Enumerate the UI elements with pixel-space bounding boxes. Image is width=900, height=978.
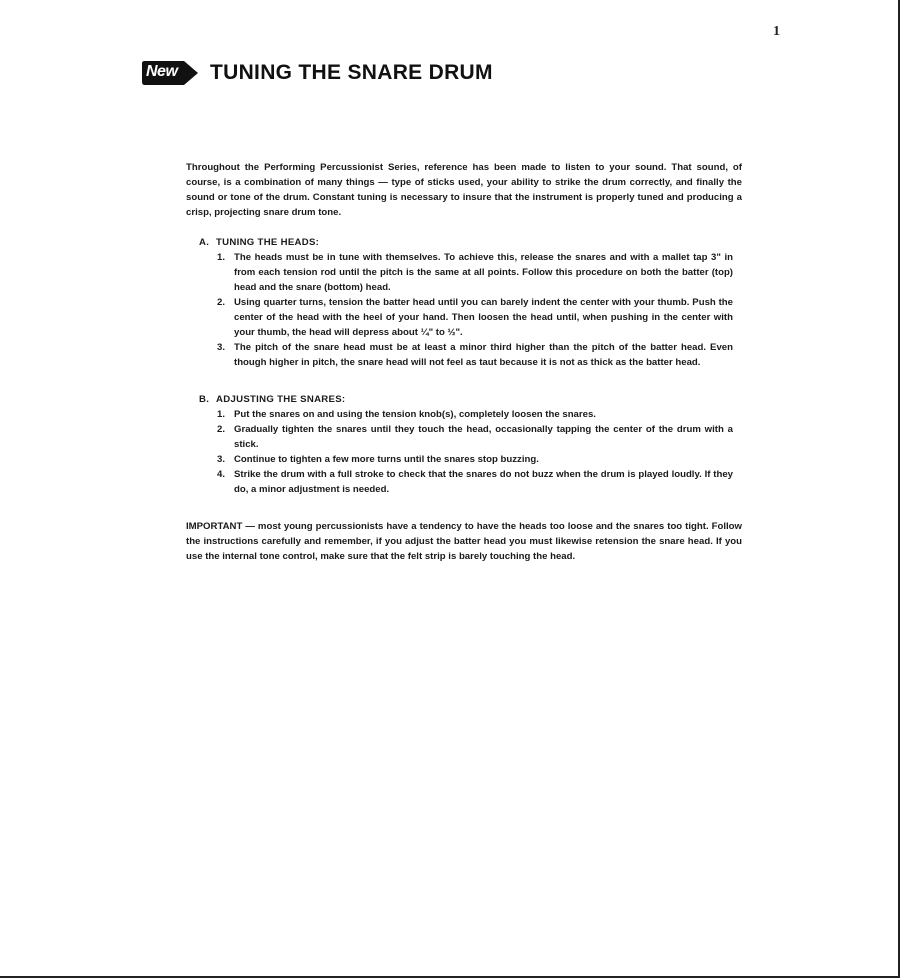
page-title: TUNING THE SNARE DRUM [210, 61, 493, 84]
section-heading [199, 392, 733, 407]
step-text: Gradually tighten the snares until they touch the head, occasionally tapping the center of the drum with a stick. [234, 424, 733, 450]
step-text: Using quarter turns, tension the batter head until you can barely indent the center with your thumb. Push the center of the head with the heel of your hand. Then loosen the head until, when pushing in the center with your thumb, the head will depress about ¼" to ½". [234, 297, 733, 338]
list-item [217, 422, 733, 452]
step-text: The heads must be in tune with themselves. To achieve this, release the snares and with a mallet tap 3" in from each tension rod until the pitch is the same at all points. Follow this procedure on both the batter (top) head and the snare (bottom) head. [234, 252, 733, 293]
step-number: 1. [217, 409, 226, 420]
step-number: 3. [217, 342, 226, 353]
section-title: TUNING THE HEADS: [216, 237, 320, 248]
step-text: Put the snares on and using the tension knob(s), completely loosen the snares. [234, 409, 596, 420]
important-note: IMPORTANT — most young percussionists have a tendency to have the heads too loose and the snares too tight. Follow the instructions carefully and remember, if you adjust the batter head you must likewise retension the snare head. If you use the internal tone control, make sure that the felt strip is barely touching the head. [186, 521, 742, 562]
new-badge [140, 60, 200, 86]
list-item [217, 250, 733, 295]
steps-list [199, 407, 733, 497]
step-number: 1. [217, 252, 226, 263]
list-item [217, 295, 733, 340]
step-text: The pitch of the snare head must be at least a minor third higher than the pitch of the batter head. Even though higher in pitch, the snare head will not feel as taut because it is not as thick as the batter head. [234, 342, 733, 368]
step-text: Strike the drum with a full stroke to check that the snares do not buzz when the drum is played loudly. If they do, a minor adjustment is needed. [234, 469, 733, 495]
step-number: 2. [217, 424, 226, 435]
section-heading [199, 235, 733, 250]
section-letter: A. [199, 237, 210, 248]
title-row [140, 60, 493, 86]
step-number: 3. [217, 454, 226, 465]
section-title: ADJUSTING THE SNARES: [216, 394, 346, 405]
list-item [217, 340, 733, 370]
list-item [217, 467, 733, 497]
section-adjusting-snares [199, 392, 733, 497]
page-number: 1 [773, 24, 780, 39]
new-badge-label: New [146, 63, 178, 80]
list-item [217, 407, 733, 422]
step-text: Continue to tighten a few more turns until the snares stop buzzing. [234, 454, 539, 465]
steps-list [199, 250, 733, 370]
list-item [217, 452, 733, 467]
intro-paragraph: Throughout the Performing Percussionist Series, reference has been made to listen to your sound. That sound, of course, is a combination of many things — type of sticks used, your ability to strike the drum correctly, and finally the sound or tone of the drum. Constant tuning is necessary to insure that the instrument is properly tuned and producing a crisp, projecting snare drum tone. [186, 162, 742, 218]
section-tuning-heads [199, 235, 733, 370]
step-number: 2. [217, 297, 226, 308]
section-letter: B. [199, 394, 210, 405]
step-number: 4. [217, 469, 226, 480]
